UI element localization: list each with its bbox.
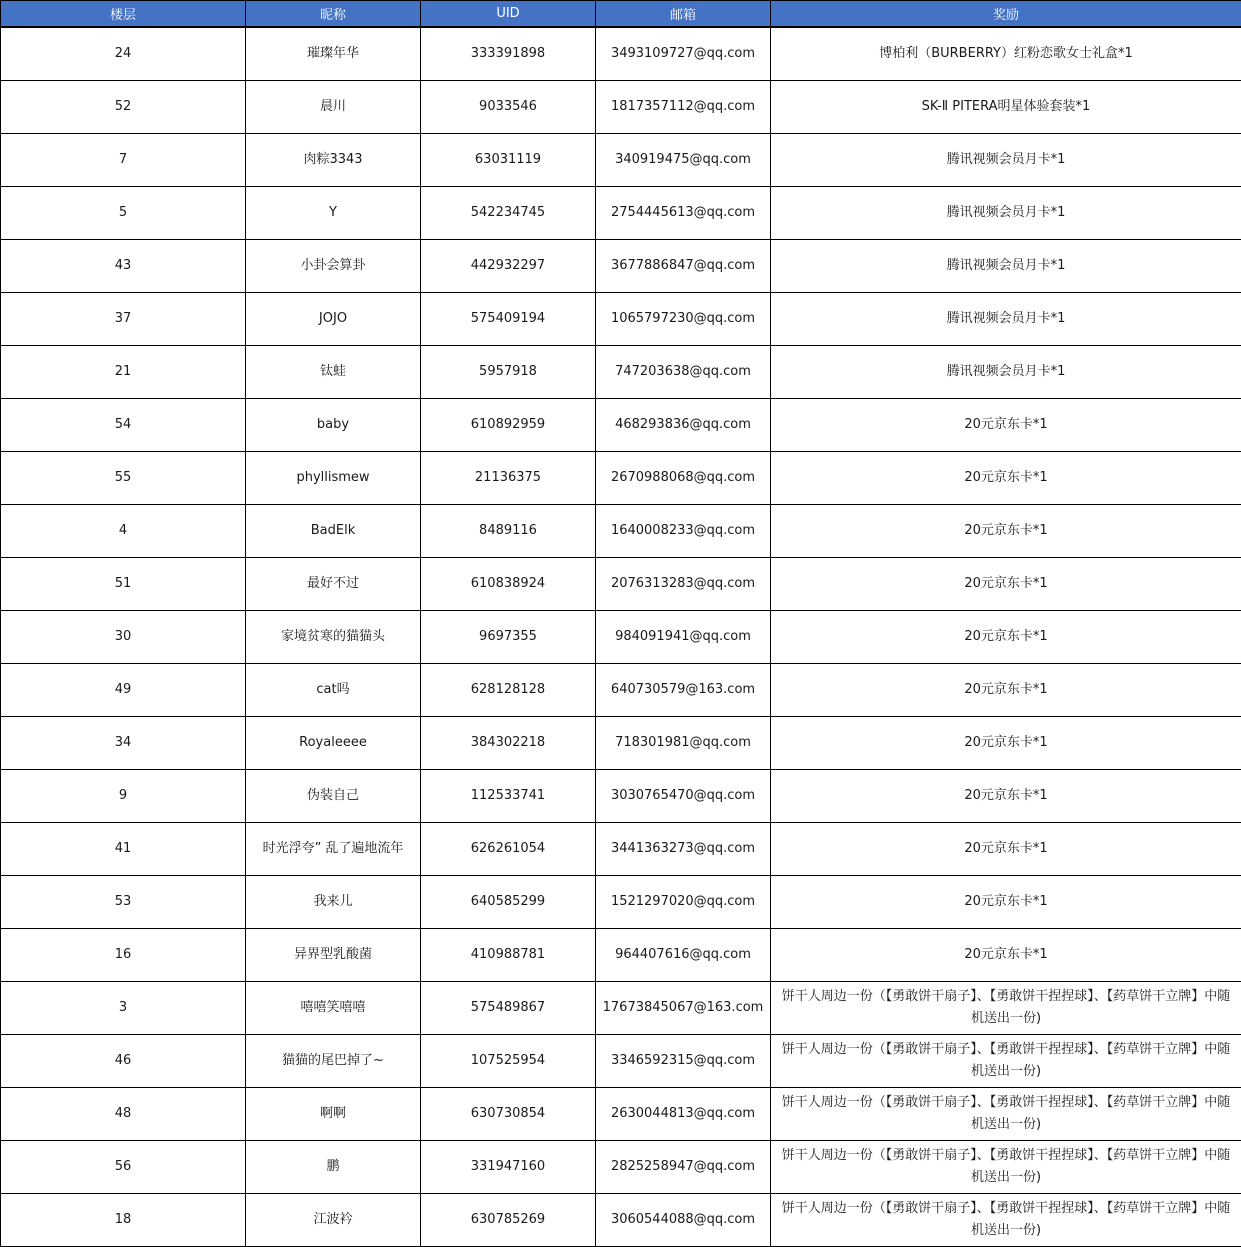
reward-cell: 博柏利（BURBERRY）红粉恋歌女士礼盒*1: [771, 27, 1241, 81]
header-floor: 楼层: [1, 1, 246, 28]
email-cell: 3493109727@qq.com: [596, 27, 771, 81]
reward-cell: SK-Ⅱ PITERA明星体验套装*1: [771, 81, 1241, 134]
email-cell: 718301981@qq.com: [596, 717, 771, 770]
floor-cell: 41: [1, 823, 246, 876]
floor-cell: 51: [1, 558, 246, 611]
reward-cell: 饼干人周边一份（【勇敢饼干扇子】、【勇敢饼干捏捏球】、【药草饼干立牌】中随机送出一份): [771, 982, 1241, 1035]
email-cell: 17673845067@163.com: [596, 982, 771, 1035]
uid-cell: 626261054: [421, 823, 596, 876]
uid-cell: 9697355: [421, 611, 596, 664]
floor-cell: 30: [1, 611, 246, 664]
email-cell: 3030765470@qq.com: [596, 770, 771, 823]
table-row: [1, 823, 1241, 876]
table-row: [1, 346, 1241, 399]
floor-cell: 16: [1, 929, 246, 982]
floor-cell: 55: [1, 452, 246, 505]
floor-cell: 52: [1, 81, 246, 134]
reward-cell: 腾讯视频会员月卡*1: [771, 240, 1241, 293]
reward-cell: 饼干人周边一份（【勇敢饼干扇子】、【勇敢饼干捏捏球】、【药草饼干立牌】中随机送出一份): [771, 1194, 1241, 1247]
reward-cell: 20元京东卡*1: [771, 823, 1241, 876]
nickname-cell: 异界型乳酸菌: [246, 929, 421, 982]
nickname-cell: 鹏: [246, 1141, 421, 1194]
header-nickname: 昵称: [246, 1, 421, 28]
reward-cell: 20元京东卡*1: [771, 717, 1241, 770]
floor-cell: 5: [1, 187, 246, 240]
reward-cell: 腾讯视频会员月卡*1: [771, 134, 1241, 187]
email-cell: 1640008233@qq.com: [596, 505, 771, 558]
table-row: [1, 982, 1241, 1035]
email-cell: 3346592315@qq.com: [596, 1035, 771, 1088]
floor-cell: 9: [1, 770, 246, 823]
table-row: [1, 399, 1241, 452]
reward-cell: 腾讯视频会员月卡*1: [771, 293, 1241, 346]
nickname-cell: 时光浮夸” 乱了遍地流年: [246, 823, 421, 876]
email-cell: 1065797230@qq.com: [596, 293, 771, 346]
uid-cell: 442932297: [421, 240, 596, 293]
email-cell: 2076313283@qq.com: [596, 558, 771, 611]
nickname-cell: 江波衿: [246, 1194, 421, 1247]
email-cell: 1521297020@qq.com: [596, 876, 771, 929]
uid-cell: 63031119: [421, 134, 596, 187]
floor-cell: 21: [1, 346, 246, 399]
reward-cell: 20元京东卡*1: [771, 929, 1241, 982]
nickname-cell: 家境贫寒的猫猫头: [246, 611, 421, 664]
reward-cell: 20元京东卡*1: [771, 664, 1241, 717]
reward-cell: 20元京东卡*1: [771, 611, 1241, 664]
reward-cell: 20元京东卡*1: [771, 452, 1241, 505]
nickname-cell: Royaleeee: [246, 717, 421, 770]
uid-cell: 8489116: [421, 505, 596, 558]
floor-cell: 24: [1, 27, 246, 81]
reward-cell: 20元京东卡*1: [771, 770, 1241, 823]
nickname-cell: baby: [246, 399, 421, 452]
uid-cell: 107525954: [421, 1035, 596, 1088]
floor-cell: 18: [1, 1194, 246, 1247]
reward-cell: 腾讯视频会员月卡*1: [771, 187, 1241, 240]
uid-cell: 640585299: [421, 876, 596, 929]
nickname-cell: 伪装自己: [246, 770, 421, 823]
floor-cell: 48: [1, 1088, 246, 1141]
table-row: [1, 452, 1241, 505]
table-row: [1, 1194, 1241, 1247]
table-row: [1, 929, 1241, 982]
nickname-cell: 小卦会算卦: [246, 240, 421, 293]
table-row: [1, 187, 1241, 240]
uid-cell: 112533741: [421, 770, 596, 823]
table-row: [1, 558, 1241, 611]
nickname-cell: phyllismew: [246, 452, 421, 505]
email-cell: 984091941@qq.com: [596, 611, 771, 664]
floor-cell: 34: [1, 717, 246, 770]
uid-cell: 384302218: [421, 717, 596, 770]
uid-cell: 410988781: [421, 929, 596, 982]
uid-cell: 5957918: [421, 346, 596, 399]
floor-cell: 54: [1, 399, 246, 452]
uid-cell: 9033546: [421, 81, 596, 134]
nickname-cell: 猫猫的尾巴掉了~: [246, 1035, 421, 1088]
reward-cell: 腾讯视频会员月卡*1: [771, 346, 1241, 399]
table-body: [1, 27, 1241, 1247]
table-row: [1, 770, 1241, 823]
reward-cell: 20元京东卡*1: [771, 399, 1241, 452]
email-cell: 2754445613@qq.com: [596, 187, 771, 240]
uid-cell: 542234745: [421, 187, 596, 240]
reward-cell: 饼干人周边一份（【勇敢饼干扇子】、【勇敢饼干捏捏球】、【药草饼干立牌】中随机送出一份): [771, 1088, 1241, 1141]
table-row: [1, 664, 1241, 717]
email-cell: 2630044813@qq.com: [596, 1088, 771, 1141]
nickname-cell: 我来儿: [246, 876, 421, 929]
floor-cell: 7: [1, 134, 246, 187]
nickname-cell: Y: [246, 187, 421, 240]
email-cell: 468293836@qq.com: [596, 399, 771, 452]
table-row: [1, 717, 1241, 770]
table-row: [1, 240, 1241, 293]
table-row: [1, 81, 1241, 134]
email-cell: 3441363273@qq.com: [596, 823, 771, 876]
nickname-cell: 晨川: [246, 81, 421, 134]
header-uid: UID: [421, 1, 596, 28]
header-row: [1, 1, 1241, 28]
uid-cell: 628128128: [421, 664, 596, 717]
nickname-cell: 钛蛙: [246, 346, 421, 399]
uid-cell: 333391898: [421, 27, 596, 81]
uid-cell: 610838924: [421, 558, 596, 611]
email-cell: 640730579@163.com: [596, 664, 771, 717]
nickname-cell: 嘻嘻笑嘻嘻: [246, 982, 421, 1035]
reward-cell: 饼干人周边一份（【勇敢饼干扇子】、【勇敢饼干捏捏球】、【药草饼干立牌】中随机送出一份): [771, 1035, 1241, 1088]
uid-cell: 610892959: [421, 399, 596, 452]
nickname-cell: BadElk: [246, 505, 421, 558]
table-row: [1, 293, 1241, 346]
table-row: [1, 876, 1241, 929]
floor-cell: 3: [1, 982, 246, 1035]
email-cell: 340919475@qq.com: [596, 134, 771, 187]
nickname-cell: 璀璨年华: [246, 27, 421, 81]
table-row: [1, 134, 1241, 187]
header-reward: 奖励: [771, 1, 1241, 28]
floor-cell: 43: [1, 240, 246, 293]
nickname-cell: 啊啊: [246, 1088, 421, 1141]
email-cell: 3060544088@qq.com: [596, 1194, 771, 1247]
floor-cell: 53: [1, 876, 246, 929]
floor-cell: 37: [1, 293, 246, 346]
nickname-cell: 肉粽3343: [246, 134, 421, 187]
floor-cell: 4: [1, 505, 246, 558]
reward-cell: 20元京东卡*1: [771, 505, 1241, 558]
floor-cell: 56: [1, 1141, 246, 1194]
email-cell: 1817357112@qq.com: [596, 81, 771, 134]
reward-cell: 20元京东卡*1: [771, 876, 1241, 929]
floor-cell: 46: [1, 1035, 246, 1088]
email-cell: 747203638@qq.com: [596, 346, 771, 399]
nickname-cell: cat吗: [246, 664, 421, 717]
uid-cell: 630785269: [421, 1194, 596, 1247]
reward-cell: 饼干人周边一份（【勇敢饼干扇子】、【勇敢饼干捏捏球】、【药草饼干立牌】中随机送出一份): [771, 1141, 1241, 1194]
uid-cell: 331947160: [421, 1141, 596, 1194]
uid-cell: 630730854: [421, 1088, 596, 1141]
table-row: [1, 1141, 1241, 1194]
header-email: 邮箱: [596, 1, 771, 28]
email-cell: 964407616@qq.com: [596, 929, 771, 982]
uid-cell: 21136375: [421, 452, 596, 505]
floor-cell: 49: [1, 664, 246, 717]
uid-cell: 575409194: [421, 293, 596, 346]
email-cell: 2825258947@qq.com: [596, 1141, 771, 1194]
nickname-cell: JOJO: [246, 293, 421, 346]
table-row: [1, 27, 1241, 81]
table-row: [1, 505, 1241, 558]
email-cell: 3677886847@qq.com: [596, 240, 771, 293]
table-row: [1, 1088, 1241, 1141]
reward-cell: 20元京东卡*1: [771, 558, 1241, 611]
uid-cell: 575489867: [421, 982, 596, 1035]
email-cell: 2670988068@qq.com: [596, 452, 771, 505]
nickname-cell: 最好不过: [246, 558, 421, 611]
table-row: [1, 1035, 1241, 1088]
table-header: [1, 1, 1241, 28]
table-row: [1, 611, 1241, 664]
